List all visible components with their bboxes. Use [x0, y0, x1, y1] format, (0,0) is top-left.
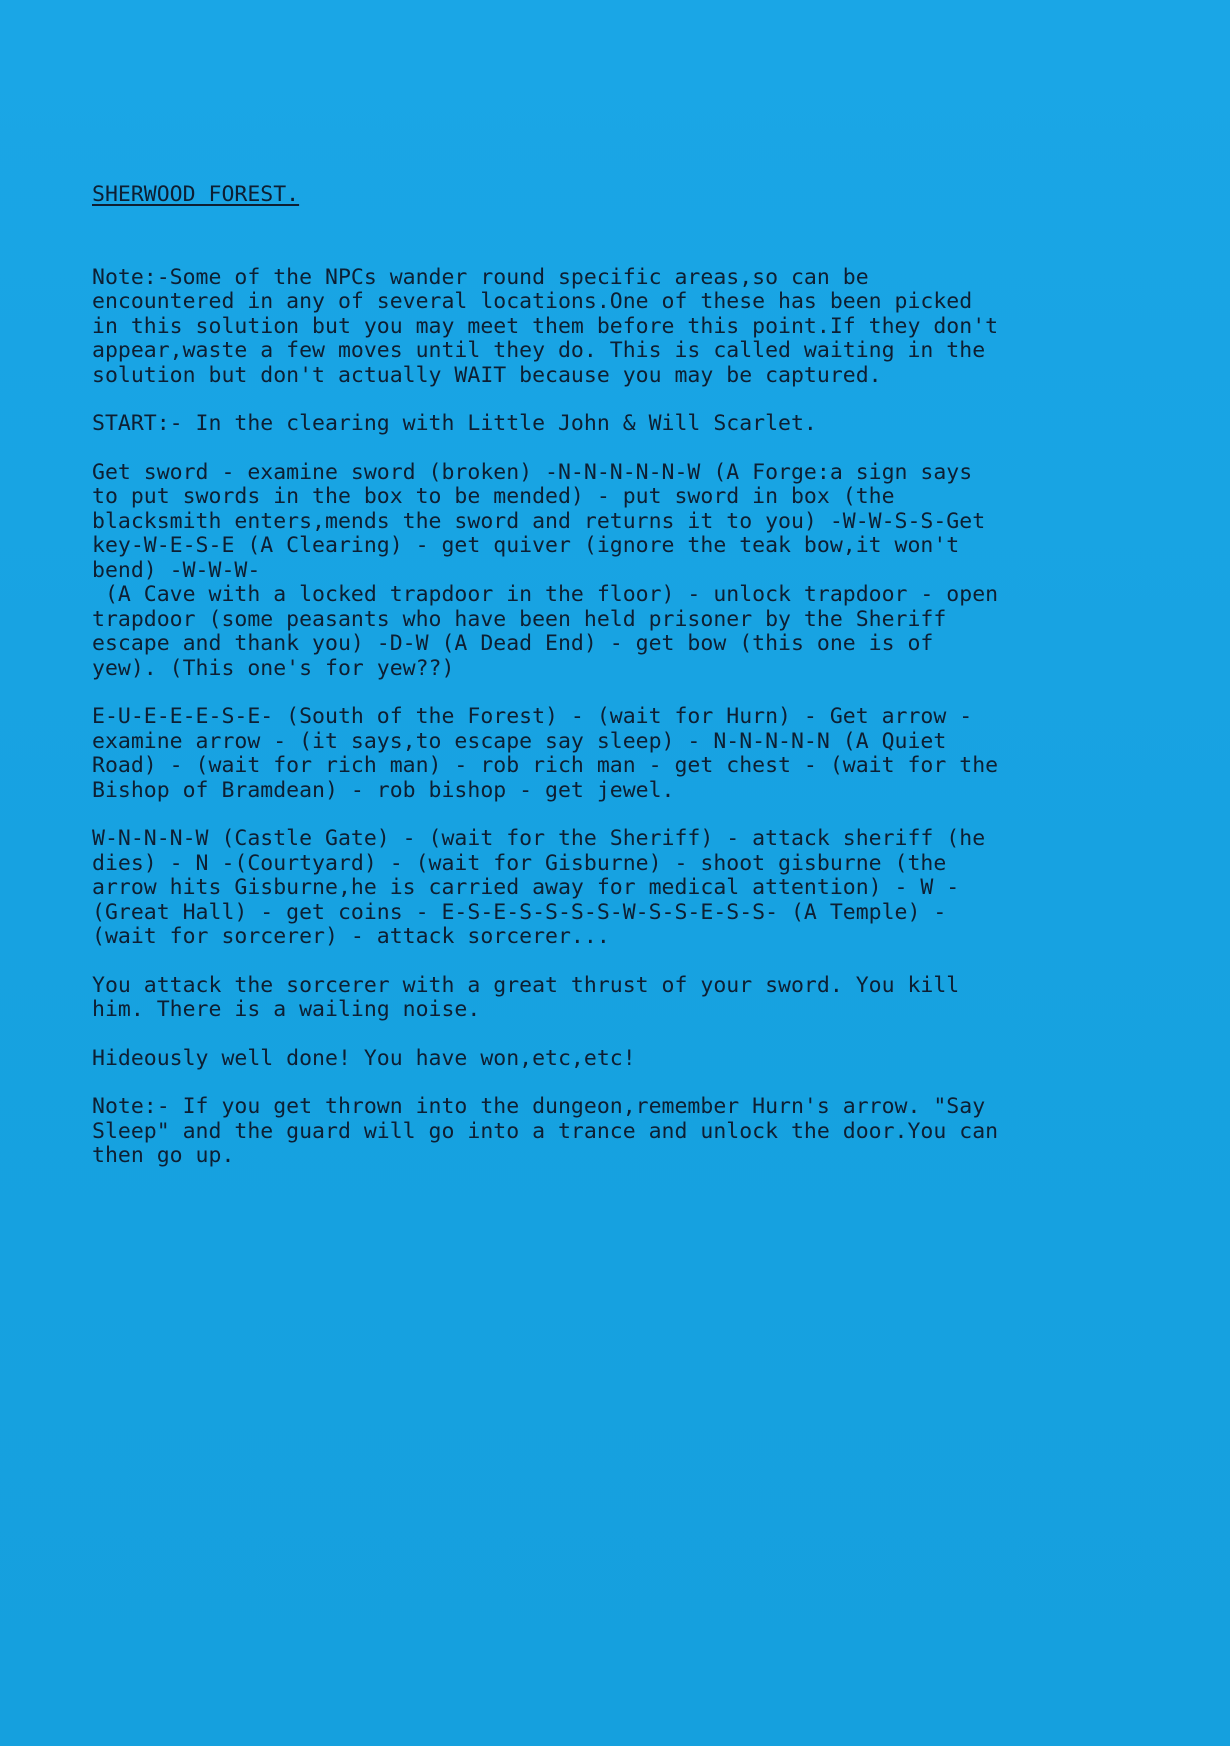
paragraph-forest-route: E-U-E-E-E-S-E- (South of the Forest) - (wait for Hurn) - Get arrow - examine arrow - (it says,to escape say sleep) - N-N-N-N-N (A Quiet Road) - (wait for rich man) - rob rich man - get chest - (wait for the Bishop of Bramdean) - rob bishop - get jewel.: [92, 704, 999, 803]
paragraph-dungeon-note: Note:- If you get thrown into the dungeon,remember Hurn's arrow. "Say Sleep" and the guard will go into a trance and unlock the door.You can then go up.: [92, 1094, 999, 1168]
paragraph-npc-note: Note:-Some of the NPCs wander round specific areas,so can be encountered in any of several locations.One of these has been picked in this solution but you may meet them before this point.If they don't appear,waste a few moves until they do. This is called waiting in the solution but don't actually WAIT because you may be captured.: [92, 264, 999, 388]
paragraph-sword-route: Get sword - examine sword (broken) -N-N-N-N-N-W (A Forge:a sign says to put swords in the box to be mended) - put sword in box (the blacksmith enters,mends the sword and returns it to you) -W-W-S-S-Get key-W-E-S-E (A Clearing) - get quiver (ignore the teak bow,it won't bend) -W-W-W- (A Cave with a locked trapdoor in the floor) - unlock trapdoor - open trapdoor (some peasants who have been held prisoner by the Sheriff escape and thank you) -D-W (A Dead End) - get bow (this one is of yew). (This one's for yew??): [92, 459, 999, 681]
paragraph-sorcerer-attack: You attack the sorcerer with a great thrust of your sword. You kill him. There is a wailing noise.: [92, 972, 960, 1022]
document-body: [92, 183, 1137, 1193]
paragraph-start: START:- In the clearing with Little John & Will Scarlet.: [92, 411, 817, 436]
paragraph-win: Hideously well done! You have won,etc,etc!: [92, 1045, 636, 1071]
document-title: SHERWOOD FOREST.: [92, 182, 300, 207]
paragraph-castle-route: W-N-N-N-W (Castle Gate) - (wait for the Sheriff) - attack sheriff (he dies) - N -(Courtyard) - (wait for Gisburne) - shoot gisburne (the arrow hits Gisburne,he is carried away for medical attention) - W - (Great Hall) - get coins - E-S-E-S-S-S-S-W-S-S-E-S-S- (A Temple) - (wait for sorcerer) - attack sorcerer...: [92, 826, 986, 949]
